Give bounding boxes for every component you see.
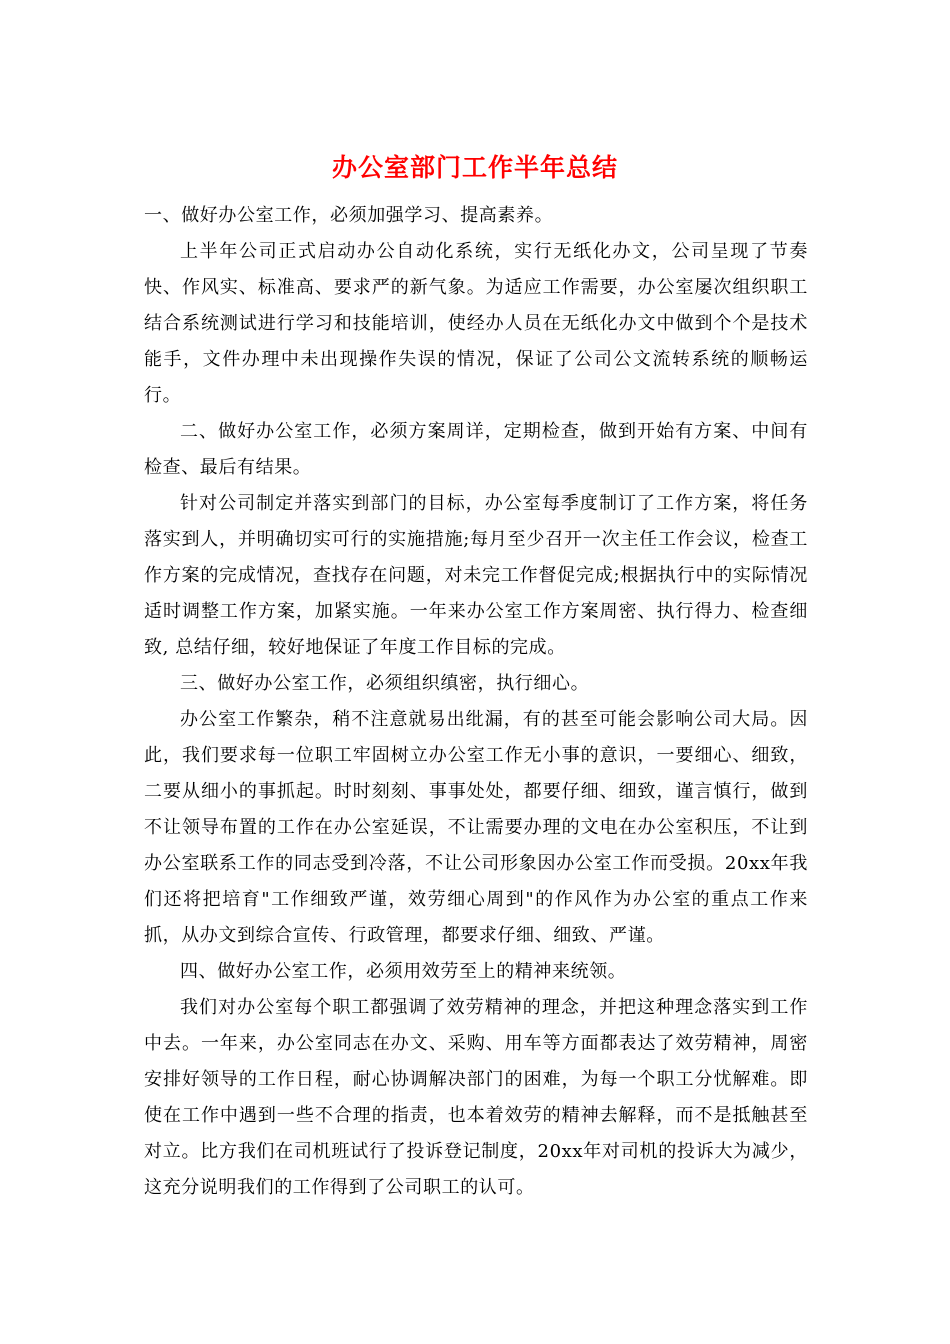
section-heading-2: 二、做好办公室工作，必须方案周详，定期检查，做到开始有方案、中间有检查、最后有结果。 xyxy=(144,421,808,478)
paragraph-3: 办公室工作繁杂，稍不注意就易出纰漏，有的甚至可能会影响公司大局。因此，我们要求每一位职工牢固树立办公室工作无小事的意识，一要细心、细致，二要从细小的事抓起。时时刻刻、事事处处，都要仔细、细致，谨言慎行，做到不让领导布置的工作在办公室延误，不让需要办理的文电在办公室积压，不让到办公室联系工作的同志受到冷落，不让公司形象因办公室工作而受损。20xx年我们还将把培育"工作细致严谨，效劳细心周到"的作风作为办公室的重点工作来抓，从办文到综合宣传、行政管理，都要求仔细、细致、严谨。 xyxy=(144,709,808,946)
paragraph-2: 针对公司制定并落实到部门的目标，办公室每季度制订了工作方案，将任务落实到人，并明确切实可行的实施措施;每月至少召开一次主任工作会议，检查工作方案的完成情况，查找存在问题，对未完工作督促完成;根据执行中的实际情况适时调整工作方案，加紧实施。一年来办公室工作方案周密、执行得力、检查细致, 总结仔细，较好地保证了年度工作目标的完成。 xyxy=(144,493,808,658)
paragraph-4: 我们对办公室每个职工都强调了效劳精神的理念，并把这种理念落实到工作中去。一年来，办公室同志在办文、采购、用车等方面都表达了效劳精神，周密安排好领导的工作日程，耐心协调解决部门的困难，为每一个职工分忧解难。即使在工作中遇到一些不合理的指责，也本着效劳的精神去解释，而不是抵触甚至对立。比方我们在司机班试行了投诉登记制度，20xx年对司机的投诉大为减少，这充分说明我们的工作得到了公司职工的认可。 xyxy=(144,997,808,1198)
section-heading-4: 四、做好办公室工作，必须用效劳至上的精神来统领。 xyxy=(180,961,627,982)
document-body xyxy=(144,198,808,1206)
section-heading-3: 三、做好办公室工作，必须组织缜密，执行细心。 xyxy=(180,673,590,694)
section-heading-1: 一、做好办公室工作，必须加强学习、提高素养。 xyxy=(144,205,554,226)
paragraph-1: 上半年公司正式启动办公自动化系统，实行无纸化办文，公司呈现了节奏快、作风实、标准高、要求严的新气象。为适应工作需要，办公室屡次组织职工结合系统测试进行学习和技能培训，使经办人员在无纸化办文中做到个个是技术能手，文件办理中未出现操作失误的情况，保证了公司公文流转系统的顺畅运行。 xyxy=(144,241,808,406)
document-title: 办公室部门工作半年总结 xyxy=(331,153,618,182)
